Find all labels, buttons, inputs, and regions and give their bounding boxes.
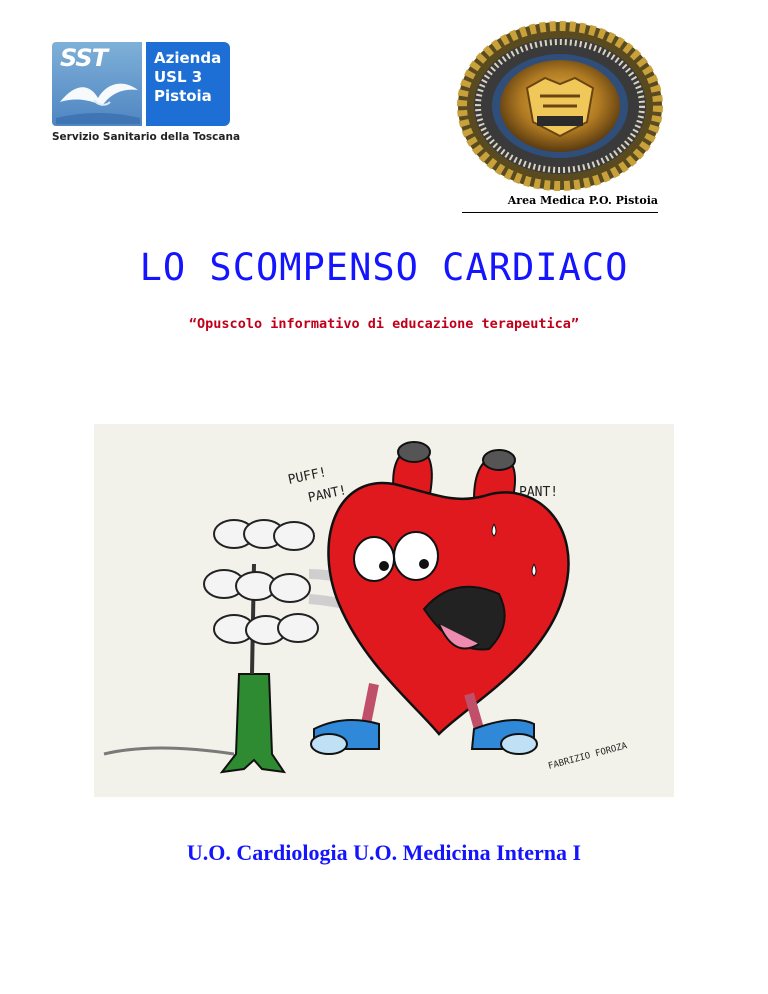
emblem-seal-icon [455,18,665,193]
speech-pant-2: PANT! [519,485,559,500]
azienda-line: Azienda [154,49,222,67]
speech-puff: PUFF! [286,465,329,488]
sst-logo-mark [52,42,142,126]
page-title: LO SCOMPENSO CARDIACO [139,246,629,289]
tired-heart-icon [94,424,674,797]
artist-signature: FABRIZIO FOROZA [547,741,629,772]
footer-departments: U.O. Cardiologia U.O. Medicina Interna I [186,840,582,865]
sst-caption: Servizio Sanitario della Toscana [52,131,241,143]
heart-cartoon-illustration [94,424,674,797]
speech-pant: PANT! [306,483,349,506]
area-label: Area Medica P.O. Pistoia [462,194,658,213]
azienda-line: Pistoia [154,87,212,105]
azienda-line: USL 3 [154,68,203,86]
azienda-badge [146,42,230,126]
seagull-icon [56,72,140,124]
sst-mark-text: SST [60,44,108,72]
page-subtitle: “Opuscolo informativo di educazione terapeutica” [188,316,580,332]
sst-logo [52,42,241,148]
